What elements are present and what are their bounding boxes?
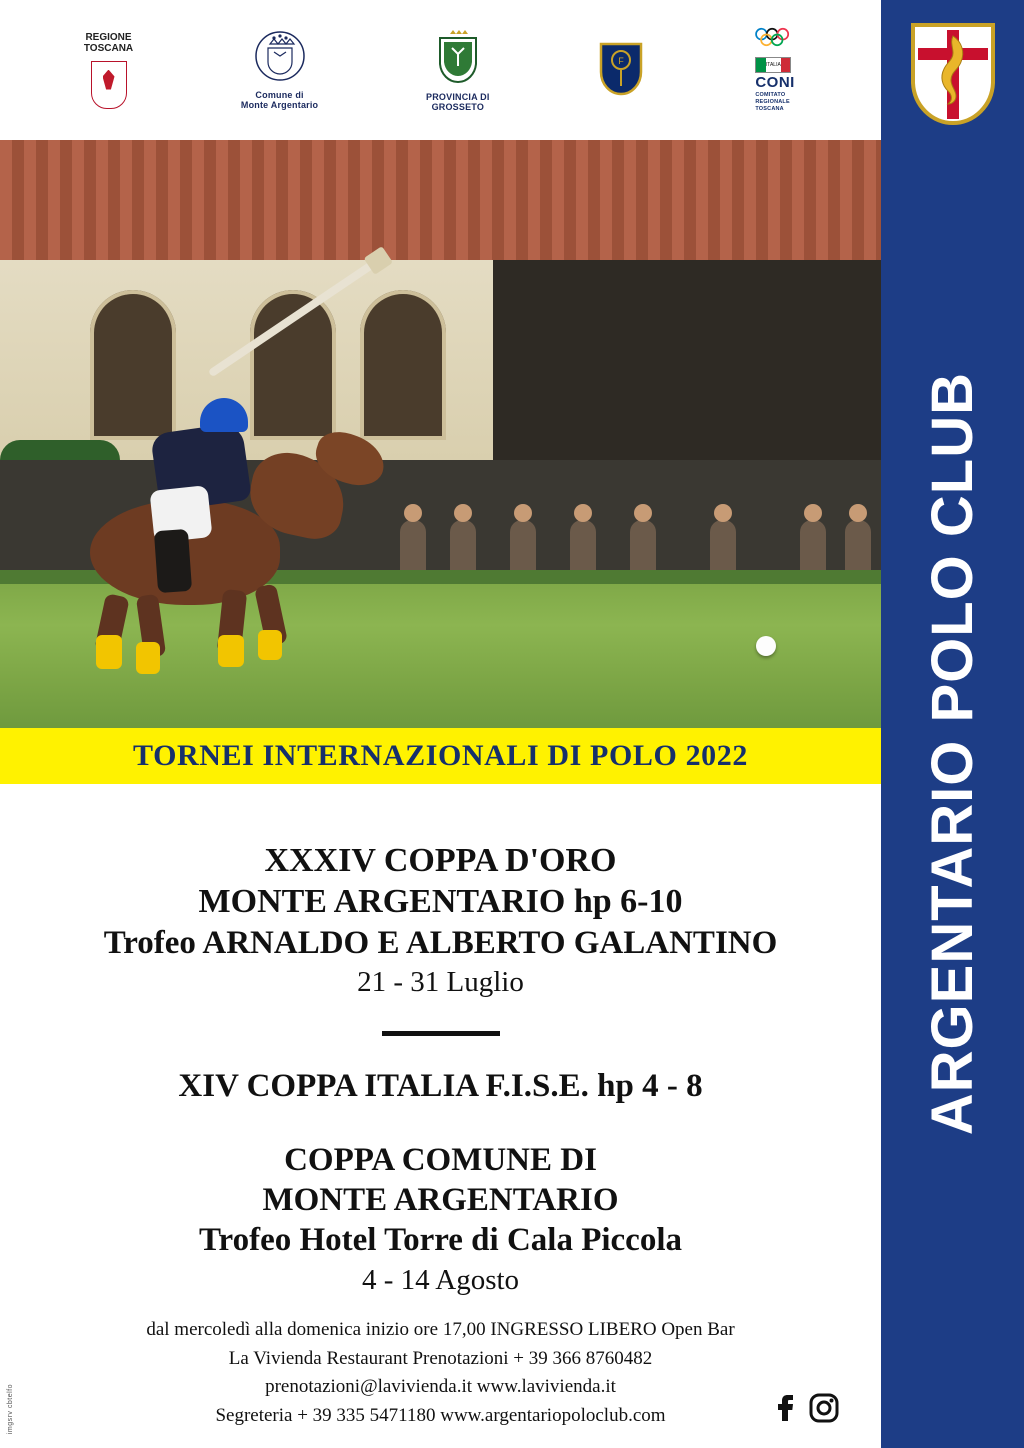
coni-wordmark: CONI <box>755 73 795 91</box>
comune-crest-icon <box>254 30 306 87</box>
olympic-rings-icon <box>753 27 797 52</box>
coni-text-block <box>755 57 795 113</box>
tournament-3 <box>40 1140 841 1298</box>
sponsor-logo-strip <box>0 0 881 140</box>
tournament-2 <box>40 1066 841 1106</box>
tournament-1-line1: XXXIV COPPA D'ORO <box>264 842 617 879</box>
fise-crest-icon <box>597 40 645 101</box>
logo-provincia-grosseto <box>426 28 490 113</box>
tournament-1-line2: MONTE ARGENTARIO hp 6-10 <box>198 883 683 921</box>
italy-flag-icon <box>755 57 791 73</box>
facebook-icon[interactable] <box>771 1393 801 1433</box>
tournament-list <box>0 784 881 1316</box>
tournament-1-line3: Trofeo ARNALDO E ALBERTO GALANTINO <box>103 924 778 961</box>
logo-comune-monte-argentario <box>241 30 318 111</box>
tournament-3-line2: MONTE ARGENTARIO <box>262 1182 619 1219</box>
horse-and-rider <box>60 380 390 670</box>
provincia-caption: PROVINCIA DI GROSSETO <box>426 91 490 112</box>
instagram-icon[interactable] <box>809 1393 839 1433</box>
italy-flag-label: ITALIA <box>766 58 781 72</box>
divider <box>382 1031 500 1036</box>
coni-subtitle: COMITATO REGIONALE TOSCANA <box>755 91 790 113</box>
tournament-3-line1: COPPA COMUNE DI <box>284 1141 597 1178</box>
clubhouse-roof <box>0 140 881 265</box>
footer-line-3[interactable]: prenotazioni@lavivienda.it www.lavivienda.it <box>265 1376 616 1397</box>
rider-boot <box>154 529 192 593</box>
club-sidebar <box>881 0 1024 1448</box>
logo-fise <box>597 40 645 101</box>
comune-caption: Comune di Monte Argentario <box>240 89 319 110</box>
tournament-1 <box>40 840 841 1001</box>
logo-regione-toscana <box>84 32 133 109</box>
polo-ball <box>756 636 776 656</box>
pegasus-shield-icon <box>91 61 127 109</box>
regione-toscana-line2: TOSCANA <box>83 43 134 54</box>
polo-match-photo <box>0 140 881 728</box>
tournament-2-line1: XIV COPPA ITALIA F.I.S.E. hp 4 - 8 <box>178 1067 703 1104</box>
footer-line-4[interactable]: Segreteria + 39 335 5471180 www.argentariopoloclub.com <box>215 1404 666 1426</box>
footer-line-2: La Vivienda Restaurant Prenotazioni + 39 366 8760482 <box>228 1347 653 1369</box>
banner-title: TORNEI INTERNAZIONALI DI POLO 2022 <box>133 739 748 772</box>
regione-toscana-label <box>84 32 133 55</box>
tournament-3-line3: Trofeo Hotel Torre di Cala Piccola <box>198 1222 682 1259</box>
club-name: ARGENTARIO POLO CLUB <box>920 372 985 1136</box>
provincia-crest-icon <box>432 28 484 89</box>
spacer <box>40 1106 841 1140</box>
clubhouse-shade <box>493 260 881 460</box>
regione-toscana-line1: REGIONE <box>85 31 132 43</box>
social-links <box>771 1393 839 1433</box>
spectators <box>380 470 880 580</box>
footer-info <box>0 1316 881 1448</box>
tournament-3-dates: 4 - 14 Agosto <box>361 1263 520 1296</box>
rider-helmet <box>200 398 248 432</box>
footer-line-1: dal mercoledì alla domenica inizio ore 17,00 INGRESSO LIBERO Open Bar <box>146 1319 735 1340</box>
logo-coni <box>753 27 797 113</box>
image-credit: imgsrv cbtelfo <box>7 1383 14 1434</box>
tournament-1-dates: 21 - 31 Luglio <box>357 966 524 999</box>
event-banner <box>0 728 881 784</box>
svg-text:F: F <box>618 55 625 66</box>
